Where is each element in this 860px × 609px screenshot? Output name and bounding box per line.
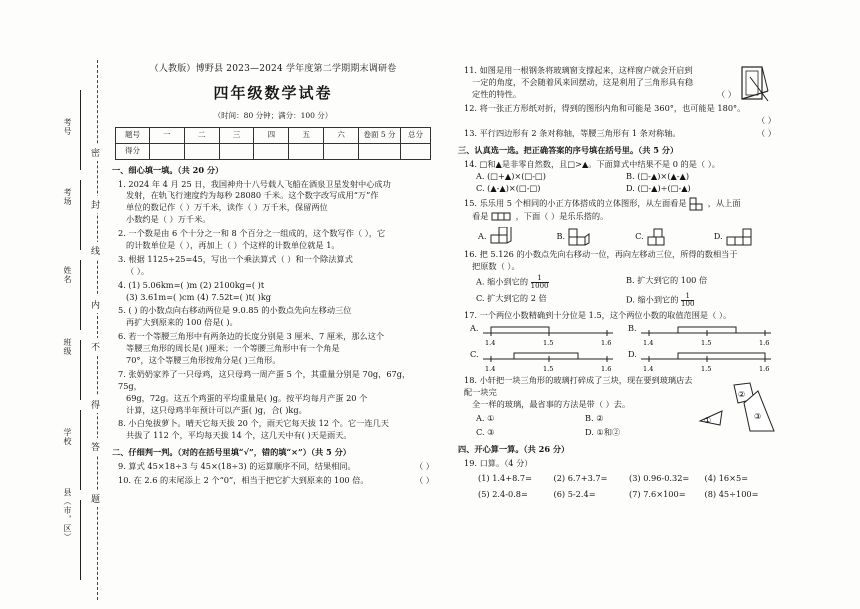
calc-item[interactable]: (6) 5-2.4= bbox=[553, 488, 596, 499]
fraction-numerator: 1 bbox=[531, 275, 549, 283]
binding-label-exam-room: 考场 bbox=[63, 188, 72, 206]
option-b[interactable] bbox=[557, 227, 592, 247]
question-8 bbox=[118, 418, 434, 442]
question-10 bbox=[118, 475, 434, 487]
calc-item[interactable]: (3) 0.96-0.32= bbox=[629, 472, 690, 483]
top-view-icon bbox=[491, 212, 513, 222]
question-text: 计算，这只母鸡半年预计可以产蛋( )g，合( )kg。 bbox=[126, 404, 307, 415]
answer-paren[interactable]: （ ） bbox=[717, 88, 736, 99]
option-c[interactable]: C. 扩大到它的 2 倍 bbox=[476, 292, 547, 303]
option-label: A. bbox=[470, 323, 479, 334]
tick-label: 1.6 bbox=[600, 365, 611, 374]
table-cell: 二 bbox=[184, 127, 219, 143]
number-line bbox=[481, 349, 615, 373]
option-label: C. bbox=[470, 349, 479, 360]
question-text: 13. 平行四边形有 2 条对称轴，等腰三角形有 1 条对称轴。 bbox=[464, 128, 681, 139]
calc-item[interactable]: (5) 2.4-0.8= bbox=[478, 488, 528, 499]
score-table bbox=[115, 127, 431, 160]
question-text: 看是 bbox=[472, 210, 489, 221]
binding-label-exam-number: 考号 bbox=[63, 118, 72, 136]
fraction-numerator: 1 bbox=[681, 293, 694, 301]
answer-paren[interactable]: （ ） bbox=[757, 114, 776, 125]
option-label: B. bbox=[628, 323, 637, 334]
binding-line bbox=[80, 90, 81, 170]
tick-label: 1.5 bbox=[542, 365, 553, 374]
question-14 bbox=[464, 159, 776, 195]
tick-label: 1.5 bbox=[700, 339, 711, 348]
option-d[interactable]: D. (□-▲)÷(□-▲) bbox=[626, 183, 691, 194]
option-a[interactable] bbox=[478, 227, 513, 247]
question-18 bbox=[464, 375, 776, 438]
cube-stack-icon bbox=[646, 227, 670, 247]
option-b[interactable]: B. 扩大到它的 100 倍 bbox=[626, 274, 708, 285]
table-cell: 五 bbox=[289, 127, 324, 143]
question-12 bbox=[464, 103, 776, 127]
question-text: 4. (1) 5.06km=( )m (2) 2100kg=( )t bbox=[118, 279, 265, 290]
question-16 bbox=[464, 249, 776, 308]
score-input-cell[interactable] bbox=[324, 143, 359, 159]
table-cell: 卷面 5 分 bbox=[359, 127, 401, 143]
table-row bbox=[116, 143, 431, 159]
seal-dashed-line bbox=[97, 60, 98, 600]
option-d[interactable]: D. ①和② bbox=[585, 427, 621, 438]
cube-stack-icon bbox=[489, 227, 513, 247]
table-row bbox=[116, 127, 431, 143]
calc-item[interactable]: (2) 6.7+3.7= bbox=[553, 472, 608, 483]
broken-glass-figure bbox=[698, 381, 776, 433]
tick-label: 1.4 bbox=[642, 365, 654, 374]
option-label: A. bbox=[478, 230, 487, 241]
options-row bbox=[476, 427, 694, 439]
question-6 bbox=[118, 331, 434, 367]
question-9 bbox=[118, 461, 434, 473]
question-text: 16. 把 5.126 的小数点先向右移动一位，再向左移动三位，所得的数相当于 bbox=[464, 248, 738, 259]
tick-label: 1.6 bbox=[600, 339, 611, 348]
question-2 bbox=[118, 228, 434, 252]
question-17 bbox=[464, 310, 776, 374]
question-7 bbox=[118, 369, 434, 417]
question-text: 全一样的玻璃，最省事的方法是带（ ）去。 bbox=[472, 399, 631, 410]
mental-math-grid bbox=[478, 473, 776, 501]
tick-label: 1.4 bbox=[484, 339, 495, 348]
number-line bbox=[639, 323, 773, 347]
calc-item[interactable]: (8) 45÷100= bbox=[704, 488, 759, 499]
table-cell: 四 bbox=[254, 127, 289, 143]
question-text: 的计数单位是（ ），再加上（ ）个这样的计数单位就是 1。 bbox=[126, 240, 340, 251]
question-text: 9. 算式 45×18÷3 与 45×(18÷3) 的运算顺序不同，结果相同。 bbox=[118, 461, 356, 472]
question-1 bbox=[118, 179, 434, 227]
question-text: 3. 根据 1125÷25=45，写出一个乘法算式（ ）和一个除法算式 bbox=[118, 253, 353, 264]
tick-label: 1.5 bbox=[542, 339, 553, 348]
seal-char: 线 bbox=[91, 242, 100, 259]
question-text: 69g，72g。这五个鸡蛋的平均重量是( )g。按平均每月产蛋 20 个 bbox=[126, 392, 368, 403]
binding-label-county: 县（市，区） bbox=[63, 488, 72, 542]
binding-line bbox=[80, 410, 81, 490]
option-label: B. bbox=[556, 230, 566, 241]
binding-margin bbox=[0, 60, 112, 600]
question-text: 10. 在 2.6 的末尾添上 2 个“0”，相当于把它扩大到原来的 100 倍。 bbox=[118, 475, 369, 486]
cube-stack-icon bbox=[567, 227, 591, 247]
window-support-figure bbox=[740, 65, 772, 107]
binding-label-school: 学校 bbox=[63, 428, 72, 446]
page-title: 四年级数学试卷 bbox=[213, 84, 333, 103]
section-heading: 一、细心填一填。（共 20 分） bbox=[112, 164, 224, 175]
binding-label-class: 班级 bbox=[63, 338, 72, 356]
option-b[interactable] bbox=[628, 323, 776, 347]
question-text: ，从上面 bbox=[707, 197, 741, 208]
tick-label: 1.6 bbox=[758, 339, 769, 348]
question-text: (3) 3.61m=( )cm (4) 7.52t=( )t( )kg bbox=[126, 291, 272, 302]
option-c[interactable]: C. (▲-▲)×(□-□) bbox=[476, 183, 541, 194]
section-heading: 二、仔细判一判。（对的在括号里填“√”，错的填“×”）（共 5 分） bbox=[112, 447, 351, 458]
binding-line bbox=[80, 340, 81, 400]
score-input-cell[interactable] bbox=[289, 143, 324, 159]
seal-char: 内 bbox=[91, 296, 100, 313]
piece-label: ① bbox=[704, 416, 712, 426]
table-cell: 三 bbox=[219, 127, 254, 143]
question-text: ，下面（ ）是乐乐搭的。 bbox=[515, 210, 609, 221]
tick-label: 1.6 bbox=[758, 365, 770, 374]
left-column bbox=[112, 63, 434, 487]
option-label: D. bbox=[628, 349, 637, 360]
calc-item[interactable]: (4) 16×5= bbox=[704, 472, 749, 483]
options-row bbox=[476, 183, 776, 195]
question-line bbox=[464, 197, 776, 211]
question-text: 定性的特性。 bbox=[472, 88, 522, 99]
number-line bbox=[481, 323, 615, 347]
section-heading: 四、开心算一算。（共 26 分） bbox=[458, 443, 570, 454]
tick-label: 1.4 bbox=[484, 365, 495, 374]
question-text: 共拔了 112 个，平均每天拔 14 个，这几天中有( )天是雨天。 bbox=[126, 430, 352, 441]
fraction-denominator: 1000 bbox=[530, 281, 549, 290]
question-3 bbox=[118, 254, 434, 278]
option-label: C. bbox=[635, 230, 644, 241]
question-text: 2. 一个数是由 6 个十分之一和 8 个百分之一组成的，这个数写作（ ），它 bbox=[118, 228, 386, 239]
question-text: 单位的数记作（ ）万千米，读作（ ）万千米，保留两位 bbox=[126, 202, 328, 213]
binding-line bbox=[80, 260, 81, 330]
score-input-cell[interactable] bbox=[150, 143, 185, 159]
answer-paren[interactable]: （ ） bbox=[757, 128, 776, 139]
question-text: 14. □和▲是非零自然数，且□>▲。下面算式中结果不是 0 的是（ ）。 bbox=[464, 159, 720, 170]
question-text: 12. 将一张正方形纸对折，得到的图形内角和可能是 360°，也可能是 180°。 bbox=[464, 102, 746, 113]
right-column bbox=[458, 63, 776, 500]
binding-label-name: 姓名 bbox=[63, 266, 72, 284]
seal-char: 答 bbox=[91, 438, 100, 455]
option-text: A. 缩小到它的 bbox=[476, 276, 529, 287]
option-c[interactable]: C. ③ bbox=[476, 427, 495, 438]
options-row bbox=[476, 413, 694, 425]
table-cell: 六 bbox=[324, 127, 359, 143]
option-c[interactable] bbox=[470, 349, 618, 373]
question-text: 17. 一个两位小数精确到十分位是 1.5，这个两位小数的取值范围是（ ）。 bbox=[464, 309, 732, 320]
table-cell: 得分 bbox=[116, 143, 150, 159]
calc-item[interactable]: (1) 1.4+8.7= bbox=[478, 472, 532, 483]
option-b[interactable]: B. (□-▲)×(▲-▲) bbox=[626, 171, 690, 182]
options-grid bbox=[470, 323, 776, 373]
option-a[interactable] bbox=[470, 323, 618, 347]
question-text: 8. 小白兔拔萝卜。晴天它每天拔 20 个，雨天它每天拔 12 个。它一连几天 bbox=[118, 418, 389, 429]
tick-label: 1.4 bbox=[642, 339, 653, 348]
number-line bbox=[639, 349, 773, 373]
option-a[interactable]: A. ① bbox=[476, 413, 495, 424]
question-15 bbox=[464, 197, 776, 247]
question-5 bbox=[118, 305, 434, 329]
section-heading: 三、认真选一选。把正确答案的序号填在括号里。（共 5 分） bbox=[458, 145, 679, 156]
cube-stack-icon bbox=[725, 227, 759, 247]
fraction bbox=[681, 293, 694, 308]
answer-paren[interactable]: （ ） bbox=[415, 461, 434, 472]
question-text: 18. 小轩把一块三角形的玻璃打碎成了三块，现在要到玻璃店去配一块完 bbox=[464, 375, 693, 398]
option-d[interactable] bbox=[714, 227, 759, 247]
question-4 bbox=[118, 280, 434, 304]
option-d[interactable] bbox=[628, 349, 776, 373]
question-text: 19. 口算。（4 分） bbox=[464, 457, 533, 468]
piece-label: ② bbox=[738, 390, 746, 400]
score-input-cell[interactable] bbox=[184, 143, 219, 159]
options-row bbox=[478, 227, 776, 247]
table-cell: 总分 bbox=[401, 127, 431, 143]
question-text: 11. 如图是用一根钢条将玻璃窗支撑起来，这样窗户就会开启到 bbox=[464, 65, 693, 75]
question-13 bbox=[464, 128, 776, 140]
question-text: 7. 张奶奶家养了一只母鸡，这只母鸡一周产蛋 5 个，其重量分别是 70g，67g，75g， bbox=[118, 368, 411, 391]
table-cell: 题号 bbox=[116, 127, 150, 143]
score-input-cell[interactable] bbox=[359, 143, 401, 159]
question-text: 15. 乐乐用 5 个相同的小正方体搭成的立体图形，从左面看是 bbox=[464, 197, 687, 208]
binding-line bbox=[80, 180, 81, 250]
binding-line bbox=[80, 500, 81, 580]
question-text: 等腰三角形的周长是( )厘米；一个等腰三角形中有一个角是 bbox=[126, 343, 340, 354]
exam-time-score: （时间：80 分钟；满分：100 分） bbox=[213, 110, 333, 120]
question-line bbox=[472, 211, 776, 223]
option-c[interactable] bbox=[635, 227, 670, 247]
question-text: 再扩大到原来的 100 倍是( )。 bbox=[126, 317, 238, 328]
question-11 bbox=[464, 65, 776, 101]
seal-char: 不 bbox=[91, 338, 100, 355]
seal-char: 封 bbox=[91, 196, 100, 213]
option-label: D. bbox=[713, 230, 723, 241]
question-text: 小数约是（ ）万千米。 bbox=[126, 214, 211, 225]
question-text: 6. 若一个等腰三角形中有两条边的长度分别是 3 厘米、7 厘米，那么这个 bbox=[118, 331, 385, 342]
answer-paren[interactable]: （ ） bbox=[415, 475, 434, 486]
question-text: 1. 2024 年 4 月 25 日，我国神舟十八号载人飞船在酒泉卫星发射中心成功 bbox=[118, 178, 391, 189]
question-19 bbox=[464, 458, 776, 501]
options-row bbox=[476, 171, 776, 183]
question-text: 一定的角度，不会随着风来回摆动，这是利用了三角形具有稳 bbox=[472, 76, 694, 87]
fraction-denominator: 100 bbox=[681, 299, 695, 308]
exam-source-line: （人教版）博野县 2023—2024 学年度第二学期期末调研卷 bbox=[149, 64, 397, 74]
table-cell: 一 bbox=[150, 127, 185, 143]
seal-char: 得 bbox=[91, 396, 100, 413]
option-a[interactable] bbox=[476, 275, 626, 290]
fraction bbox=[531, 275, 549, 290]
question-line bbox=[472, 89, 736, 101]
calc-item[interactable]: (7) 7.6×100= bbox=[629, 488, 686, 499]
score-input-cell[interactable] bbox=[219, 143, 254, 159]
question-text: 70°，这个等腰三角形按角分是( )三角形。 bbox=[126, 355, 281, 366]
piece-label: ③ bbox=[754, 412, 762, 422]
score-input-cell[interactable] bbox=[401, 143, 431, 159]
options-row bbox=[476, 293, 776, 308]
options-row bbox=[476, 275, 776, 290]
question-text: 发射，在轨飞行速度约为每秒 28080 千米。这个数字改写成用“万”作 bbox=[126, 190, 379, 201]
seal-char: 题 bbox=[91, 490, 100, 507]
option-d[interactable] bbox=[626, 293, 776, 308]
question-text: 5. ( ) 的小数点向右移动两位是 9.0.85 的小数点先向左移动三位 bbox=[118, 305, 352, 316]
option-a[interactable]: A. (□+▲)×(□-□) bbox=[476, 171, 546, 182]
question-text: 把原数（ ）。 bbox=[472, 260, 520, 271]
option-b[interactable]: B. ② bbox=[585, 413, 604, 424]
tick-label: 1.5 bbox=[700, 365, 712, 374]
seal-char: 密 bbox=[91, 144, 100, 161]
left-view-icon bbox=[689, 197, 705, 211]
question-text: （ ）。 bbox=[126, 265, 150, 276]
option-text: D. 缩小到它的 bbox=[626, 294, 679, 305]
score-input-cell[interactable] bbox=[254, 143, 289, 159]
